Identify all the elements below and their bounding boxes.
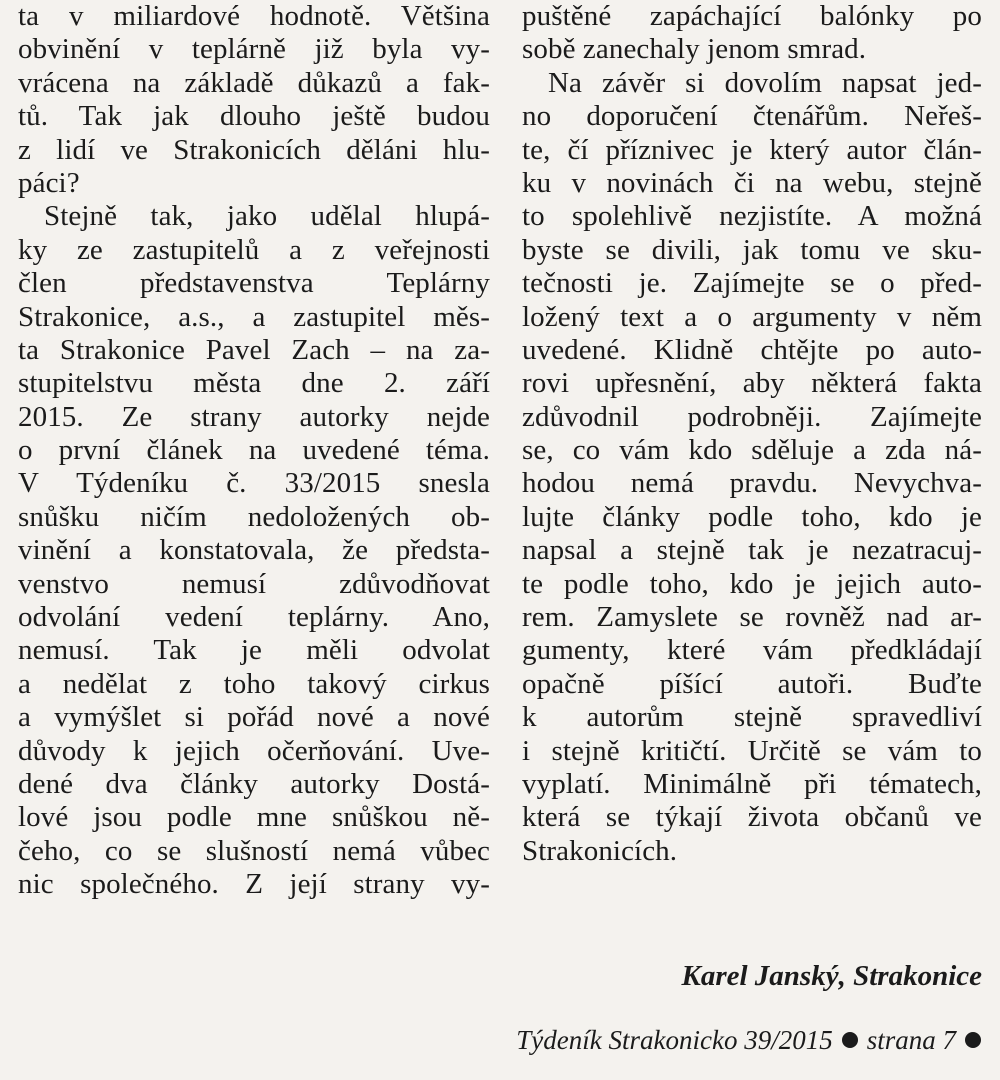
text-line: čeho, co se slušností nemá vůbec	[18, 834, 490, 867]
bullet-icon	[842, 1032, 858, 1048]
text-line: a nedělat z toho takový cirkus	[18, 667, 490, 700]
text-line: V Týdeníku č. 33/2015 snesla	[18, 467, 490, 500]
text-line: opačně píšící autoři. Buďte	[522, 667, 982, 700]
article-column-left	[18, 0, 490, 902]
text-line: uvedené. Klidně chtějte po auto-	[522, 333, 982, 366]
text-line: puštěné zapáchající balónky po	[522, 0, 982, 32]
article-column-right	[522, 0, 982, 868]
text-line: ta Strakonice Pavel Zach – na za-	[18, 333, 490, 366]
text-line: Na závěr si dovolím napsat jed-	[548, 66, 982, 99]
text-line: odvolání vedení teplárny. Ano,	[18, 601, 490, 634]
text-line: o první článek na uvedené téma.	[18, 434, 490, 467]
text-line: ky ze zastupitelů a z veřejnosti	[18, 233, 490, 266]
text-line: důvody k jejich očerňování. Uve-	[18, 734, 490, 767]
text-line: to spolehlivě nezjistíte. A možná	[522, 200, 982, 233]
text-line: gumenty, které vám předkládají	[522, 634, 982, 667]
text-line: nic společného. Z její strany vy-	[18, 868, 490, 901]
page-number: strana 7	[866, 1025, 956, 1055]
text-line: která se týkají života občanů ve	[522, 801, 982, 834]
bullet-icon	[965, 1032, 981, 1048]
text-line: a vymýšlet si pořád nové a nové	[18, 701, 490, 734]
text-line: Strakonicích.	[522, 834, 678, 867]
text-line: tečnosti je. Zajímejte se o před-	[522, 267, 982, 300]
text-line: no doporučení čtenářům. Neřeš-	[522, 100, 982, 133]
text-line: k autorům stejně spravedliví	[522, 701, 982, 734]
text-line: ložený text a o argumenty v něm	[522, 300, 982, 333]
text-line: hodou nemá pravdu. Nevychva-	[522, 467, 982, 500]
publication-name: Týdeník Strakonicko 39/2015	[516, 1025, 833, 1055]
text-line: nemusí. Tak je měli odvolat	[18, 634, 490, 667]
text-line: rem. Zamyslete se rovněž nad ar-	[522, 601, 982, 634]
text-line: lové jsou podle mne snůškou ně-	[18, 801, 490, 834]
text-line: vyplatí. Minimálně při tématech,	[522, 767, 982, 800]
text-line: zdůvodnil podrobněji. Zajímejte	[522, 400, 982, 433]
text-line: venstvo nemusí zdůvodňovat	[18, 567, 490, 600]
text-line: snůšku ničím nedoložených ob-	[18, 500, 490, 533]
author-signature: Karel Janský, Strakonice	[681, 960, 982, 992]
text-line: stupitelstvu města dne 2. září	[18, 367, 490, 400]
text-line: tů. Tak jak dlouho ještě budou	[18, 100, 490, 133]
text-line: vinění a konstatovala, že předsta-	[18, 534, 490, 567]
text-line: vrácena na základě důkazů a fak-	[18, 66, 490, 99]
text-line: lujte články podle toho, kdo je	[522, 500, 982, 533]
text-line: rovi upřesnění, aby některá fakta	[522, 367, 982, 400]
text-line: Strakonice, a.s., a zastupitel měs-	[18, 300, 490, 333]
text-line: ta v miliardové hodnotě. Většina	[18, 0, 490, 32]
text-line: te podle toho, kdo je jejich auto-	[522, 567, 982, 600]
text-line: napsal a stejně tak je nezatracuj-	[522, 534, 982, 567]
text-line: se, co vám kdo sděluje a zda ná-	[522, 434, 982, 467]
text-line: ku v novinách či na webu, stejně	[522, 166, 982, 199]
text-line: z lidí ve Strakonicích děláni hlu-	[18, 133, 490, 166]
text-line: i stejně kritičtí. Určitě se vám to	[522, 734, 982, 767]
page-footer	[516, 1024, 990, 1056]
text-line: 2015. Ze strany autorky nejde	[18, 400, 490, 433]
text-line: Stejně tak, jako udělal hlupá-	[44, 200, 490, 233]
text-line: byste se divili, jak tomu ve sku-	[522, 233, 982, 266]
text-line: sobě zanechaly jenom smrad.	[522, 33, 867, 66]
text-line: páci?	[18, 166, 80, 199]
text-line: člen představenstva Teplárny	[18, 267, 490, 300]
text-line: obvinění v teplárně již byla vy-	[18, 33, 490, 66]
text-line: dené dva články autorky Dostá-	[18, 767, 490, 800]
text-line: te, čí příznivec je který autor člán-	[522, 133, 982, 166]
